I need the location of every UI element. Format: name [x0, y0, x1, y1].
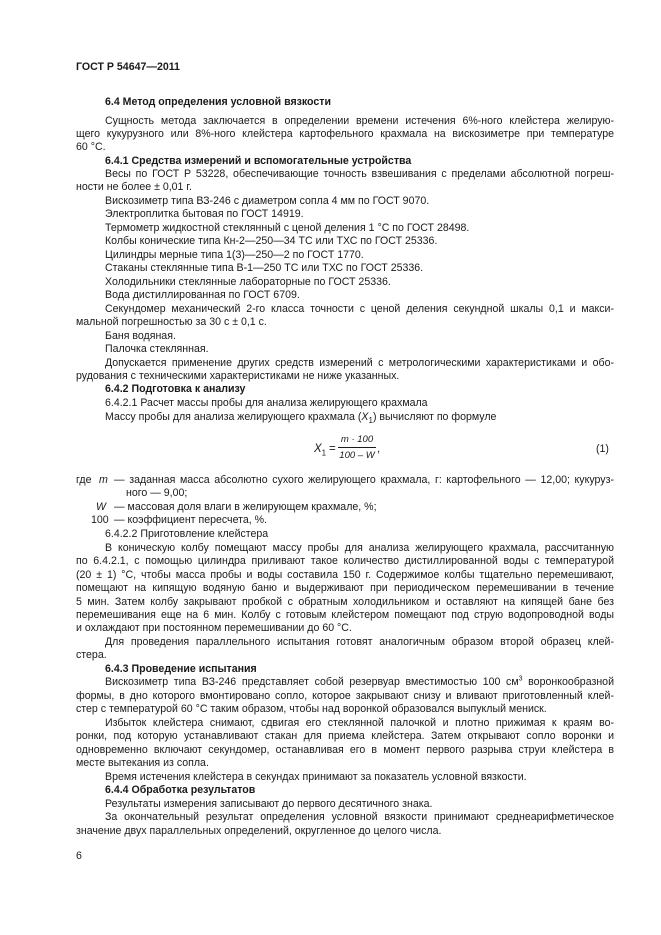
document-standard-number: ГОСТ Р 54647—2011	[76, 61, 180, 73]
mass-formula-intro	[105, 411, 496, 427]
subsection-title-6-4-2: 6.4.2 Подготовка к анализу	[105, 383, 246, 395]
subsection-title-6-4-3: 6.4.3 Проведение испытания	[105, 663, 257, 675]
mass-intro-text-end: ) вычисляют по формуле	[372, 411, 497, 423]
cubic-superscript: 3	[518, 675, 523, 683]
page-number: 6	[76, 850, 82, 862]
formula-fraction-bar	[338, 447, 376, 448]
mass-intro-variable: X	[361, 411, 369, 423]
paste-prep-line-6: перемешивания еще на 6 мин. Колбу с готовым клейстером помещают под струю водопроводной воды	[76, 609, 614, 621]
intro-line-1: Сущность метода заключается в определении времени истечения 6%-ного клейстера желирую-	[105, 115, 614, 127]
formula-equals: =	[329, 443, 336, 455]
test-desc-line-1	[105, 676, 614, 689]
formula-lhs-var: X	[314, 443, 322, 455]
item-flasks: Колбы конические типа Кн-2—250—34 ТС или ТХС по ГОСТ 25336.	[105, 235, 438, 247]
item-stopwatch-line-1: Секундомер механический 2-го класса точности с ценой деления секундной шкалы 0,1 и макси-	[105, 303, 614, 315]
subsection-title-6-4-1: 6.4.1 Средства измерений и вспомогательные устройства	[105, 155, 412, 167]
excess-line-2: ронки, под которую устанавливают стакан для приема клейстера. Затем открывают сопло воронки и	[76, 730, 614, 742]
paste-prep-line-7: и охлаждают при постоянном перемешивании до 60 °С.	[76, 622, 352, 634]
item-cylinders: Цилиндры мерные типа 1(3)—250—2 по ГОСТ 1770.	[105, 249, 364, 261]
mass-intro-text: Массу пробы для анализа желирующего крахмала (	[105, 411, 362, 423]
item-stopwatch-line-2: мальной погрешностью за 30 с ± 0,1 с.	[76, 316, 267, 328]
item-scales-line-2: ности не более ± 0,01 г.	[76, 181, 192, 193]
allowed-line-2: рудования с техническими характеристиками не ниже указанных.	[76, 370, 400, 382]
item-condensers: Холодильники стеклянные лабораторные по ГОСТ 25336.	[105, 276, 391, 288]
subsubsection-title-6-4-2-2: 6.4.2.2 Приготовление клейстера	[105, 528, 269, 540]
item-stove: Электроплитка бытовая по ГОСТ 14919.	[105, 208, 304, 220]
final-result-line-1: За окончательный результат определения условной вязкости принимают среднеарифметическое	[105, 811, 614, 823]
paste-prep-line-3: (20 ± 1) °С, чтобы масса пробы и воды составила 150 г. Содержимое колбы тщательно перемешивают,	[76, 569, 614, 581]
where-prefix: где	[76, 474, 92, 486]
item-bath: Баня водяная.	[105, 330, 176, 342]
where-k-desc: — коэффициент пересчета, %.	[114, 514, 267, 526]
where-m-desc-line-2: ного — 9,00;	[126, 487, 188, 499]
test-desc-line-3: стер с температурой 60 °С таким образом, чтобы над воронкой образовался выпуклый мениск.	[76, 703, 547, 715]
formula-comma: ,	[377, 443, 381, 455]
flow-time-line: Время истечения клейстера в секундах принимают за показатель условной вязкости.	[105, 771, 527, 783]
subsection-title-6-4-4: 6.4.4 Обработка результатов	[105, 784, 256, 796]
where-m-desc-line-1: — заданная масса абсолютно сухого желирующего крахмала, г: картофельного — 12,00; кукуруз-	[114, 474, 614, 486]
item-viscometer: Вискозиметр типа ВЗ-246 с диаметром сопла 4 мм по ГОСТ 9070.	[105, 195, 430, 207]
excess-line-1: Избыток клейстера снимают, сдвигая его стеклянной палочкой и плотно прижимая к краям во-	[105, 717, 614, 729]
where-k-symbol: 100	[91, 514, 109, 526]
subsubsection-title-6-4-2-1: 6.4.2.1 Расчет массы пробы для анализа желирующего крахмала	[105, 397, 428, 409]
test-desc-line-1-end: воронкообразной	[522, 676, 614, 688]
formula-lhs-sub: 1	[321, 448, 327, 458]
item-water: Вода дистиллированная по ГОСТ 6709.	[105, 289, 300, 301]
results-line-1: Результаты измерения записывают до первого десятичного знака.	[105, 798, 433, 810]
intro-line-2: щего кукурузного или 8%-ного клейстера картофельного крахмала на вискозиметре при температуре	[76, 128, 614, 140]
section-title: 6.4 Метод определения условной вязкости	[105, 96, 331, 108]
paste-prep-line-4: помещают на кипящую водяную баню и выдерживают при периодическом перемешивании в течение	[76, 582, 614, 594]
paste-prep-line-1: В коническую колбу помещают массу пробы для анализа желирующего крахмала, рассчитанную	[105, 542, 614, 554]
formula-1	[0, 433, 661, 463]
formula-denominator: 100 – W	[339, 450, 375, 461]
item-thermometer: Термометр жидкостной стеклянный с ценой деления 1 °С по ГОСТ 28498.	[105, 222, 470, 234]
where-w-symbol: W	[96, 501, 106, 513]
excess-line-3: одновременно включают секундомер, останавливая его в момент первого разрыва струи клейстера в	[76, 744, 614, 756]
formula-number: (1)	[596, 443, 609, 455]
paste-prep-line-5: 5 мин. Затем колбу закрывают пробкой с обратным холодильником и оставляют на кипящей бане без	[76, 596, 614, 608]
test-desc-line-1-text: Вискозиметр типа ВЗ-246 представляет собой резервуар вместимостью 100 см	[105, 676, 519, 688]
formula-numerator: m · 100	[340, 434, 374, 445]
where-m-symbol: m	[99, 474, 108, 486]
excess-line-4: месте вытекания из сопла.	[76, 757, 209, 769]
intro-line-3: 60 °С.	[76, 141, 106, 153]
allowed-line-1: Допускается применение других средств измерений с метрологическими характеристиками и обо-	[105, 357, 614, 369]
formula-lhs	[314, 443, 326, 460]
where-w-desc: — массовая доля влаги в желирующем крахмале, %;	[114, 501, 377, 513]
test-desc-line-2: формы, в дно которого вмонтировано сопло, которое закрывают снизу и вливают приготовленный клей-	[76, 690, 614, 702]
item-beakers: Стаканы стеклянные типа В-1—250 ТС или ТХС по ГОСТ 25336.	[105, 262, 424, 274]
item-rod: Палочка стеклянная.	[105, 343, 209, 355]
mass-intro-subscript: 1	[368, 416, 373, 426]
paste-prep-line-2: по 6.4.2.1, с помощью цилиндра приливают такое количество дистиллированной воды с температурой	[76, 555, 614, 567]
parallel-test-line-2: стера.	[76, 649, 107, 661]
parallel-test-line-1: Для проведения параллельного испытания готовят аналогичным образом второй образец клей-	[105, 636, 614, 648]
final-result-line-2: значение двух параллельных определений, округленное до целого числа.	[76, 825, 442, 837]
item-scales-line-1: Весы по ГОСТ Р 53228, обеспечивающие точность взвешивания с пределами абсолютной погреш-	[105, 168, 614, 180]
